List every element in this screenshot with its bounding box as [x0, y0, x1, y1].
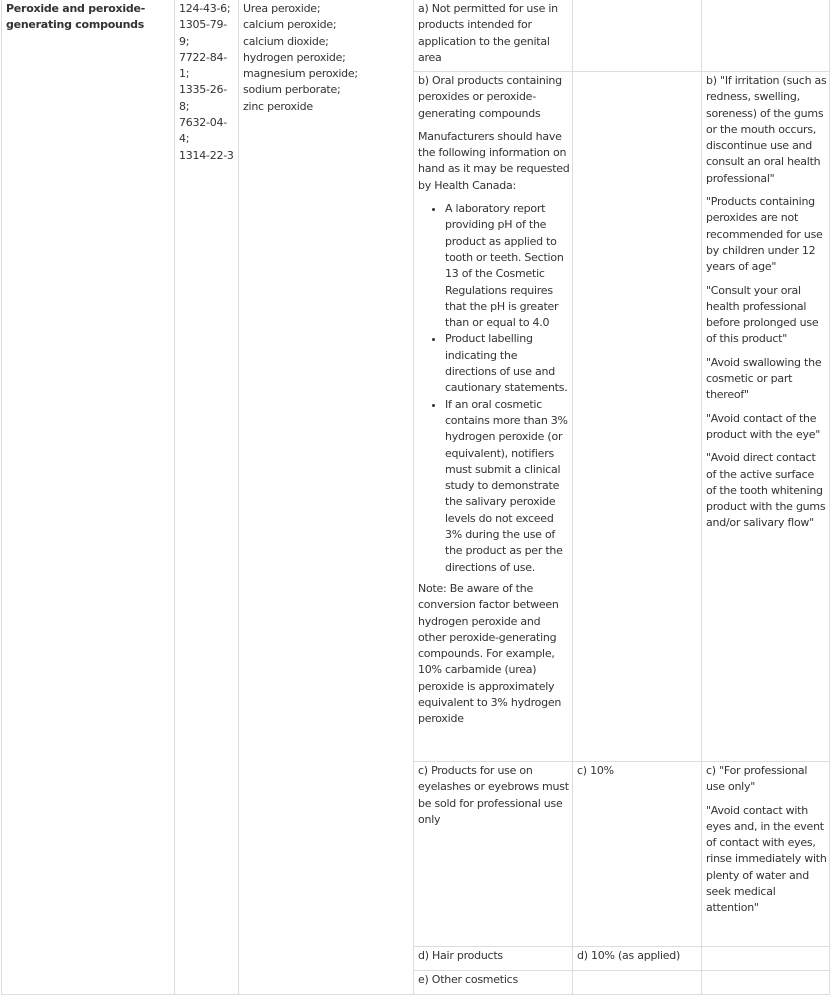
max-concentration-cell-c	[573, 762, 702, 947]
warning-statement: "Consult your oral health professional before prolonged use of this product"	[706, 283, 819, 346]
condition-b-text: b) Oral products containing peroxides or peroxide-generating compounds	[418, 74, 562, 120]
warning-statement: "Avoid contact of the product with the eye"	[706, 411, 821, 441]
synonym: calcium dioxide;	[243, 34, 329, 48]
ingredient-name-cell	[2, 0, 175, 995]
ingredient-name: Peroxide and peroxide-generating compounds	[6, 2, 146, 32]
warning-statement: c) "For professional use only"	[706, 764, 808, 794]
max-concentration-cell-b	[573, 72, 702, 762]
cas-number: 1335-26-8;	[179, 83, 227, 113]
warnings-cell-e	[702, 971, 830, 995]
warnings-cell-c	[702, 762, 830, 947]
cas-number-cell	[175, 0, 239, 995]
cas-number: 1314-22-3	[179, 148, 234, 162]
list-item: • Product labelling indicating the directions of use and cautionary statements.	[445, 331, 570, 396]
condition-cell-a	[414, 0, 573, 72]
synonym: calcium peroxide;	[243, 18, 337, 32]
condition-cell-d	[414, 947, 573, 971]
synonym: zinc peroxide	[243, 99, 313, 113]
list-item: • If an oral cosmetic contains more than 3% hydrogen peroxide (or equivalent), notifiers must submit a clinical study to demonstrate the salivary peroxide levels do not exceed 3% during the use of the product as per the directions of use.	[445, 397, 570, 576]
condition-c-text: c) Products for use on eyelashes or eyebrows must be sold for professional use only	[418, 764, 569, 826]
max-concentration-cell-e	[573, 971, 702, 995]
condition-b-info-intro: Manufacturers should have the following information on hand as it may be requested by Health Canada:	[418, 129, 570, 192]
warning-statement: "Avoid swallowing the cosmetic or part thereof"	[706, 355, 822, 402]
condition-cell-e	[414, 971, 573, 995]
condition-d-text: d) Hair products	[418, 949, 503, 962]
condition-b-requirements-list	[418, 201, 570, 576]
condition-e-text: e) Other cosmetics	[418, 973, 518, 986]
cas-number: 1305-79-9;	[179, 18, 227, 48]
max-concentration-c: c) 10%	[577, 764, 614, 777]
cas-number: 7632-04-4;	[179, 116, 227, 146]
max-concentration-cell-a	[573, 0, 702, 72]
warning-statement: "Avoid contact with eyes and, in the event of contact with eyes, rinse immediately with plenty of water and seek medical attention"	[706, 803, 827, 915]
warnings-cell-d	[702, 947, 830, 971]
condition-b-note: Note: Be aware of the conversion factor between hydrogen peroxide and other peroxide-generating compounds. For example, 10% carbamide (urea) peroxide is approximately equivalent to 3% hydrogen peroxide	[418, 581, 562, 726]
condition-a-text: a) Not permitted for use in products intended for application to the genital area	[418, 2, 558, 64]
synonym: sodium perborate;	[243, 83, 341, 97]
max-concentration-d: d) 10% (as applied)	[577, 949, 681, 962]
table-row	[2, 0, 830, 72]
warning-statement: "Avoid direct contact of the active surface of the tooth whitening product with the gums and/or salivary flow"	[706, 451, 826, 530]
condition-cell-c	[414, 762, 573, 947]
cas-number: 124-43-6;	[179, 2, 231, 15]
synonym: magnesium peroxide;	[243, 67, 358, 81]
warnings-cell-b	[702, 72, 830, 762]
list-item: • A laboratory report providing pH of the product as applied to tooth or teeth. Section 13 of the Cosmetic Regulations requires that the pH is greater than or equal to 4.0	[445, 201, 570, 331]
synonyms-cell	[239, 0, 414, 995]
condition-cell-b	[414, 72, 573, 762]
synonym: hydrogen peroxide;	[243, 50, 346, 64]
cas-number: 7722-84-1;	[179, 50, 227, 81]
warning-statement: b) "If irritation (such as redness, swelling, soreness) of the gums or the mouth occurs, discontinue use and consult an oral health professional"	[706, 74, 827, 185]
synonym: Urea peroxide;	[243, 2, 321, 15]
hotlist-table	[1, 0, 830, 995]
warning-statement: "Products containing peroxides are not recommended for use by children under 12 years of age"	[706, 195, 823, 274]
warnings-cell-a	[702, 0, 830, 72]
max-concentration-cell-d	[573, 947, 702, 971]
